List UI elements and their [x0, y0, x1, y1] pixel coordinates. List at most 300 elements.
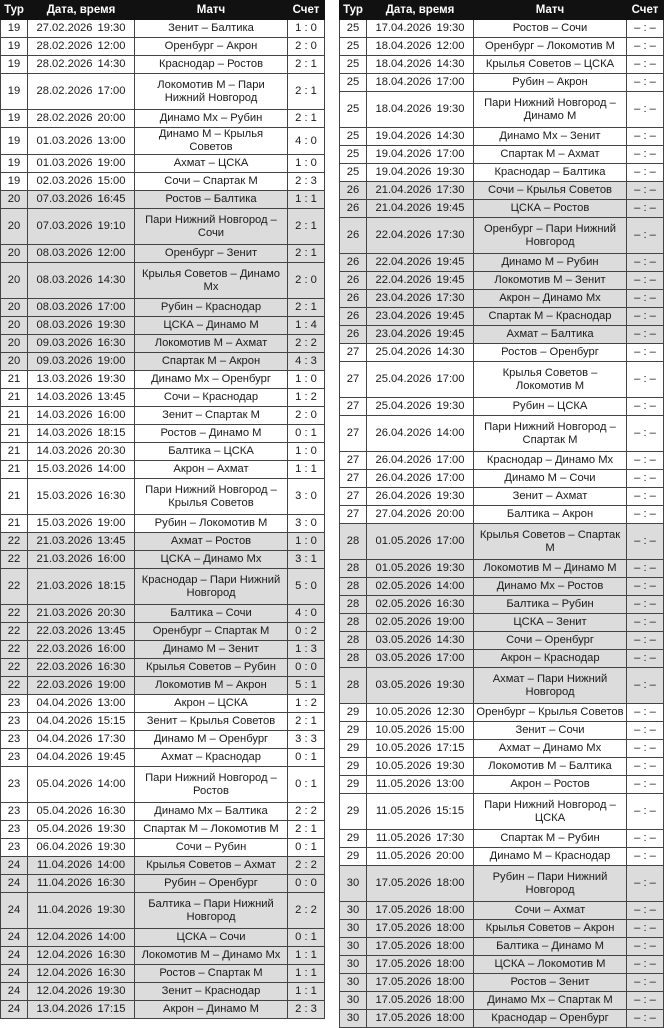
- time-text: 19:30: [436, 679, 465, 691]
- tour-cell: 29: [340, 758, 367, 776]
- date-text: 23.04.2026: [375, 310, 432, 322]
- datetime-cell: [367, 866, 474, 902]
- match-cell: Зенит – Крылья Советов: [135, 713, 288, 731]
- datetime-cell: [28, 533, 135, 551]
- tour-cell: 25: [340, 20, 367, 38]
- datetime-cell: [367, 20, 474, 38]
- tour-cell: 19: [1, 74, 28, 110]
- match-cell: Динамо Мх – Рубин: [135, 110, 288, 128]
- match-cell: Зенит – Ахмат: [474, 488, 627, 506]
- score-cell: – : –: [627, 20, 664, 38]
- match-cell: Сочи – Спартак М: [135, 173, 288, 191]
- datetime-cell: [367, 272, 474, 290]
- table-row: [340, 974, 664, 992]
- tour-cell: 29: [340, 848, 367, 866]
- score-cell: – : –: [627, 326, 664, 344]
- date-text: 28.02.2026: [36, 85, 93, 97]
- time-text: 20:00: [436, 508, 465, 520]
- header-tour: Тур: [1, 1, 28, 20]
- time-text: 17:30: [436, 229, 465, 241]
- match-cell: Крылья Советов – Акрон: [474, 920, 627, 938]
- datetime-cell: [367, 938, 474, 956]
- date-text: 18.04.2026: [375, 103, 432, 115]
- date-text: 18.04.2026: [375, 76, 432, 88]
- score-cell: – : –: [627, 902, 664, 920]
- date-text: 18.04.2026: [375, 58, 432, 70]
- date-text: 22.03.2026: [36, 679, 93, 691]
- table-row: [340, 794, 664, 830]
- match-cell: Акрон – ЦСКА: [135, 695, 288, 713]
- date-text: 21.03.2026: [36, 535, 93, 547]
- time-text: 19:45: [97, 751, 126, 763]
- time-text: 16:30: [97, 805, 126, 817]
- table-row: [1, 641, 325, 659]
- datetime-cell: [28, 839, 135, 857]
- time-text: 16:30: [97, 967, 126, 979]
- tour-cell: 22: [1, 623, 28, 641]
- datetime-cell: [367, 470, 474, 488]
- score-cell: – : –: [627, 956, 664, 974]
- datetime-cell: [367, 56, 474, 74]
- match-cell: Рубин – Пари Нижний Новгород: [474, 866, 627, 902]
- score-cell: – : –: [627, 164, 664, 182]
- score-cell: 2 : 2: [288, 857, 325, 875]
- match-cell: Зенит – Спартак М: [135, 407, 288, 425]
- score-cell: 3 : 0: [288, 515, 325, 533]
- tour-cell: 19: [1, 128, 28, 155]
- date-text: 12.04.2026: [36, 985, 93, 997]
- score-cell: 1 : 1: [288, 965, 325, 983]
- tour-cell: 23: [1, 803, 28, 821]
- datetime-cell: [367, 1010, 474, 1028]
- tour-cell: 28: [340, 650, 367, 668]
- time-text: 17:00: [436, 652, 465, 664]
- tour-cell: 19: [1, 56, 28, 74]
- time-text: 19:30: [436, 103, 465, 115]
- score-cell: 2 : 2: [288, 803, 325, 821]
- score-cell: 1 : 0: [288, 155, 325, 173]
- match-cell: Акрон – Ростов: [474, 776, 627, 794]
- table-row: [1, 56, 325, 74]
- date-text: 19.04.2026: [375, 130, 432, 142]
- date-text: 06.04.2026: [36, 841, 93, 853]
- tour-cell: 19: [1, 155, 28, 173]
- header-date: Дата, время: [367, 1, 474, 20]
- score-cell: 5 : 0: [288, 569, 325, 605]
- datetime-cell: [28, 695, 135, 713]
- date-text: 25.04.2026: [375, 400, 432, 412]
- datetime-cell: [28, 875, 135, 893]
- date-text: 27.02.2026: [36, 22, 93, 34]
- date-text: 11.05.2026: [375, 850, 432, 862]
- datetime-cell: [367, 416, 474, 452]
- tour-cell: 28: [340, 632, 367, 650]
- match-cell: Пари Нижний Новгород – Сочи: [135, 209, 288, 245]
- table-row: [1, 605, 325, 623]
- date-text: 17.05.2026: [375, 976, 432, 988]
- score-cell: – : –: [627, 596, 664, 614]
- table-row: [340, 452, 664, 470]
- match-cell: Локомотив М – Ахмат: [135, 335, 288, 353]
- table-row: [1, 317, 325, 335]
- tour-cell: 23: [1, 713, 28, 731]
- tour-cell: 26: [340, 272, 367, 290]
- date-text: 02.03.2026: [36, 175, 93, 187]
- score-cell: – : –: [627, 452, 664, 470]
- tour-cell: 22: [1, 569, 28, 605]
- datetime-cell: [28, 20, 135, 38]
- header-row: [340, 1, 664, 20]
- tour-cell: 21: [1, 371, 28, 389]
- match-cell: Динамо Мх – Зенит: [474, 128, 627, 146]
- time-text: 17:00: [436, 472, 465, 484]
- datetime-cell: [28, 857, 135, 875]
- date-text: 17.05.2026: [375, 1012, 432, 1024]
- date-text: 17.05.2026: [375, 958, 432, 970]
- table-row: [1, 155, 325, 173]
- score-cell: 1 : 1: [288, 191, 325, 209]
- time-text: 16:00: [97, 553, 126, 565]
- score-cell: – : –: [627, 218, 664, 254]
- tour-cell: 25: [340, 92, 367, 128]
- tour-cell: 22: [1, 677, 28, 695]
- match-cell: Динамо М – Зенит: [135, 641, 288, 659]
- table-row: [340, 200, 664, 218]
- date-text: 15.03.2026: [36, 517, 93, 529]
- datetime-cell: [367, 92, 474, 128]
- score-cell: 4 : 3: [288, 353, 325, 371]
- match-cell: Пари Нижний Новгород – Крылья Советов: [135, 479, 288, 515]
- date-text: 15.03.2026: [36, 463, 93, 475]
- match-cell: Ахмат – Ростов: [135, 533, 288, 551]
- match-cell: Акрон – Динамо Мх: [474, 290, 627, 308]
- tour-cell: 20: [1, 317, 28, 335]
- table-row: [1, 425, 325, 443]
- score-cell: 1 : 3: [288, 641, 325, 659]
- datetime-cell: [28, 209, 135, 245]
- table-row: [340, 308, 664, 326]
- time-text: 15:00: [436, 724, 465, 736]
- match-cell: Ахмат – Пари Нижний Новгород: [474, 668, 627, 704]
- match-cell: Акрон – Ахмат: [135, 461, 288, 479]
- datetime-cell: [28, 56, 135, 74]
- match-cell: Локомотив М – Пари Нижний Новгород: [135, 74, 288, 110]
- tour-cell: 24: [1, 983, 28, 1001]
- match-cell: Краснодар – Балтика: [474, 164, 627, 182]
- date-text: 10.05.2026: [375, 760, 432, 772]
- table-row: [1, 713, 325, 731]
- date-text: 08.03.2026: [36, 274, 93, 286]
- date-text: 10.05.2026: [375, 742, 432, 754]
- score-cell: 2 : 3: [288, 1001, 325, 1019]
- match-cell: Динамо М – Рубин: [474, 254, 627, 272]
- time-text: 17:15: [436, 742, 465, 754]
- date-text: 14.03.2026: [36, 409, 93, 421]
- datetime-cell: [28, 749, 135, 767]
- tour-cell: 24: [1, 893, 28, 929]
- time-text: 14:30: [97, 58, 126, 70]
- time-text: 19:30: [436, 562, 465, 574]
- date-text: 28.02.2026: [36, 112, 93, 124]
- tour-cell: 30: [340, 938, 367, 956]
- date-text: 25.04.2026: [375, 346, 432, 358]
- datetime-cell: [28, 929, 135, 947]
- tour-cell: 20: [1, 299, 28, 317]
- match-cell: Рубин – Акрон: [474, 74, 627, 92]
- match-cell: Ахмат – Балтика: [474, 326, 627, 344]
- datetime-cell: [28, 605, 135, 623]
- time-text: 16:30: [97, 661, 126, 673]
- table-row: [340, 218, 664, 254]
- match-cell: Ростов – Балтика: [135, 191, 288, 209]
- table-row: [340, 668, 664, 704]
- score-cell: – : –: [627, 704, 664, 722]
- table-row: [1, 74, 325, 110]
- datetime-cell: [28, 299, 135, 317]
- table-row: [1, 623, 325, 641]
- score-cell: – : –: [627, 938, 664, 956]
- score-cell: – : –: [627, 362, 664, 398]
- tour-cell: 30: [340, 866, 367, 902]
- datetime-cell: [367, 776, 474, 794]
- score-cell: 2 : 0: [288, 38, 325, 56]
- time-text: 19:30: [436, 760, 465, 772]
- match-cell: Локомотив М – Динамо Мх: [135, 947, 288, 965]
- score-cell: 0 : 1: [288, 767, 325, 803]
- score-cell: 2 : 1: [288, 713, 325, 731]
- table-row: [1, 407, 325, 425]
- match-cell: Балтика – Рубин: [474, 596, 627, 614]
- table-row: [340, 740, 664, 758]
- datetime-cell: [367, 164, 474, 182]
- match-cell: Спартак М – Акрон: [135, 353, 288, 371]
- score-cell: 1 : 1: [288, 983, 325, 1001]
- table-row: [340, 20, 664, 38]
- date-text: 15.03.2026: [36, 490, 93, 502]
- table-row: [340, 146, 664, 164]
- table-row: [1, 38, 325, 56]
- match-cell: Пари Нижний Новгород – ЦСКА: [474, 794, 627, 830]
- datetime-cell: [28, 623, 135, 641]
- table-row: [340, 1010, 664, 1028]
- match-cell: Ростов – Динамо М: [135, 425, 288, 443]
- datetime-cell: [28, 371, 135, 389]
- date-text: 05.04.2026: [36, 778, 93, 790]
- table-row: [340, 524, 664, 560]
- table-row: [340, 254, 664, 272]
- date-text: 17.05.2026: [375, 904, 432, 916]
- tour-cell: 25: [340, 38, 367, 56]
- table-row: [1, 209, 325, 245]
- datetime-cell: [367, 740, 474, 758]
- time-text: 19:45: [436, 274, 465, 286]
- match-cell: Сочи – Краснодар: [135, 389, 288, 407]
- match-cell: Сочи – Ахмат: [474, 902, 627, 920]
- date-text: 21.04.2026: [375, 184, 432, 196]
- date-text: 08.03.2026: [36, 301, 93, 313]
- date-text: 17.04.2026: [375, 22, 432, 34]
- tour-cell: 21: [1, 461, 28, 479]
- match-cell: Краснодар – Оренбург: [474, 1010, 627, 1028]
- table-row: [1, 803, 325, 821]
- time-text: 19:30: [436, 22, 465, 34]
- table-row: [1, 839, 325, 857]
- date-text: 02.05.2026: [375, 598, 432, 610]
- match-cell: Пари Нижний Новгород – Спартак М: [474, 416, 627, 452]
- score-cell: – : –: [627, 398, 664, 416]
- datetime-cell: [367, 326, 474, 344]
- match-cell: Динамо Мх – Балтика: [135, 803, 288, 821]
- datetime-cell: [28, 317, 135, 335]
- date-text: 11.04.2026: [36, 877, 93, 889]
- tour-cell: 30: [340, 956, 367, 974]
- tour-cell: 27: [340, 362, 367, 398]
- score-cell: 0 : 1: [288, 425, 325, 443]
- match-cell: Ахмат – ЦСКА: [135, 155, 288, 173]
- datetime-cell: [367, 704, 474, 722]
- date-text: 26.04.2026: [375, 427, 432, 439]
- time-text: 17:30: [436, 292, 465, 304]
- tour-cell: 27: [340, 470, 367, 488]
- date-text: 08.03.2026: [36, 319, 93, 331]
- table-row: [340, 272, 664, 290]
- table-row: [340, 596, 664, 614]
- date-text: 12.04.2026: [36, 967, 93, 979]
- table-row: [1, 515, 325, 533]
- match-cell: Сочи – Оренбург: [474, 632, 627, 650]
- datetime-cell: [367, 218, 474, 254]
- time-text: 16:30: [97, 490, 126, 502]
- date-text: 05.04.2026: [36, 823, 93, 835]
- table-row: [340, 758, 664, 776]
- date-text: 04.04.2026: [36, 697, 93, 709]
- date-text: 05.04.2026: [36, 805, 93, 817]
- score-cell: 1 : 2: [288, 389, 325, 407]
- tour-cell: 26: [340, 254, 367, 272]
- date-text: 17.05.2026: [375, 940, 432, 952]
- time-text: 13:45: [97, 625, 126, 637]
- match-cell: Динамо Мх – Ростов: [474, 578, 627, 596]
- score-cell: – : –: [627, 308, 664, 326]
- time-text: 17:00: [436, 76, 465, 88]
- table-row: [340, 902, 664, 920]
- datetime-cell: [28, 74, 135, 110]
- match-cell: Рубин – Локомотив М: [135, 515, 288, 533]
- match-cell: Зенит – Краснодар: [135, 983, 288, 1001]
- score-cell: 2 : 0: [288, 407, 325, 425]
- header-row: [1, 1, 325, 20]
- header-date: Дата, время: [28, 1, 135, 20]
- table-row: [1, 353, 325, 371]
- tour-cell: 22: [1, 641, 28, 659]
- score-cell: 2 : 2: [288, 893, 325, 929]
- match-cell: ЦСКА – Сочи: [135, 929, 288, 947]
- table-row: [1, 965, 325, 983]
- table-row: [340, 38, 664, 56]
- match-cell: Ростов – Оренбург: [474, 344, 627, 362]
- score-cell: 0 : 1: [288, 749, 325, 767]
- time-text: 19:00: [436, 616, 465, 628]
- match-cell: Ростов – Спартак М: [135, 965, 288, 983]
- time-text: 19:30: [97, 841, 126, 853]
- time-text: 20:00: [97, 112, 126, 124]
- date-text: 03.05.2026: [375, 634, 432, 646]
- time-text: 15:00: [97, 175, 126, 187]
- datetime-cell: [367, 758, 474, 776]
- score-cell: 1 : 0: [288, 443, 325, 461]
- tour-cell: 21: [1, 407, 28, 425]
- score-cell: 0 : 1: [288, 929, 325, 947]
- date-text: 03.05.2026: [375, 679, 432, 691]
- match-cell: Балтика – Динамо М: [474, 938, 627, 956]
- date-text: 14.03.2026: [36, 391, 93, 403]
- tour-cell: 23: [1, 749, 28, 767]
- score-cell: – : –: [627, 866, 664, 902]
- datetime-cell: [28, 821, 135, 839]
- date-text: 04.04.2026: [36, 751, 93, 763]
- date-text: 22.04.2026: [375, 229, 432, 241]
- tour-cell: 30: [340, 974, 367, 992]
- match-cell: Сочи – Рубин: [135, 839, 288, 857]
- time-text: 12:30: [436, 706, 465, 718]
- datetime-cell: [367, 902, 474, 920]
- date-text: 13.04.2026: [36, 1003, 93, 1015]
- time-text: 14:30: [436, 58, 465, 70]
- datetime-cell: [367, 596, 474, 614]
- datetime-cell: [28, 713, 135, 731]
- score-cell: – : –: [627, 56, 664, 74]
- datetime-cell: [28, 515, 135, 533]
- score-cell: – : –: [627, 974, 664, 992]
- datetime-cell: [367, 848, 474, 866]
- score-cell: 2 : 1: [288, 245, 325, 263]
- header-score: Счет: [627, 1, 664, 20]
- date-text: 12.04.2026: [36, 931, 93, 943]
- tour-cell: 23: [1, 821, 28, 839]
- match-cell: ЦСКА – Зенит: [474, 614, 627, 632]
- table-row: [1, 569, 325, 605]
- time-text: 17:15: [97, 1003, 126, 1015]
- score-cell: – : –: [627, 290, 664, 308]
- table-body-right: [340, 20, 664, 1028]
- tour-cell: 25: [340, 164, 367, 182]
- match-cell: Крылья Советов – Спартак М: [474, 524, 627, 560]
- datetime-cell: [28, 38, 135, 56]
- score-cell: 3 : 0: [288, 479, 325, 515]
- time-text: 14:00: [97, 778, 126, 790]
- match-cell: Локомотив М – Динамо М: [474, 560, 627, 578]
- datetime-cell: [367, 830, 474, 848]
- time-text: 18:00: [436, 940, 465, 952]
- date-text: 22.03.2026: [36, 625, 93, 637]
- time-text: 14:30: [436, 130, 465, 142]
- score-cell: 3 : 1: [288, 551, 325, 569]
- datetime-cell: [28, 110, 135, 128]
- tour-cell: 28: [340, 668, 367, 704]
- score-cell: – : –: [627, 470, 664, 488]
- table-row: [1, 731, 325, 749]
- score-cell: 2 : 1: [288, 56, 325, 74]
- tour-cell: 19: [1, 20, 28, 38]
- tour-cell: 26: [340, 200, 367, 218]
- datetime-cell: [28, 983, 135, 1001]
- date-text: 26.04.2026: [375, 490, 432, 502]
- time-text: 18:15: [97, 427, 126, 439]
- tour-cell: 23: [1, 731, 28, 749]
- score-cell: – : –: [627, 632, 664, 650]
- score-cell: – : –: [627, 146, 664, 164]
- score-cell: 0 : 1: [288, 839, 325, 857]
